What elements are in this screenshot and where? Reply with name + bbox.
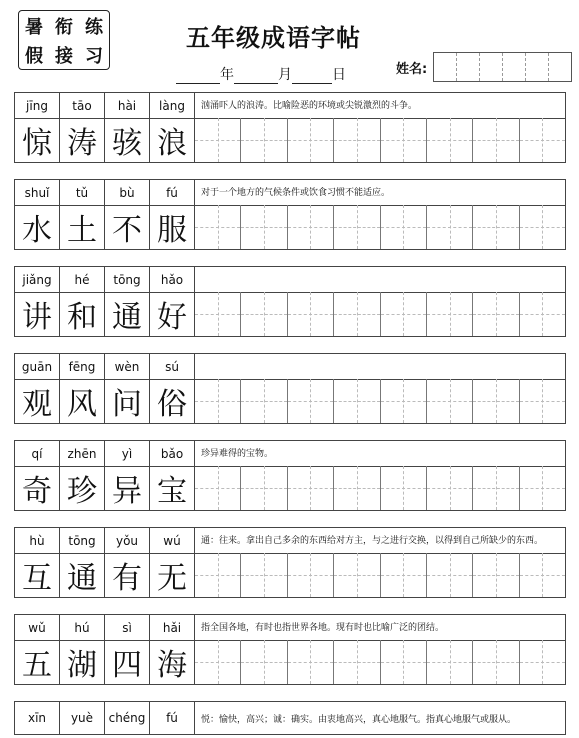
month-label: 月 — [278, 67, 292, 83]
idiom-block — [14, 440, 566, 511]
idiom-character: 和 — [60, 292, 105, 336]
pinyin-cell: jīng — [15, 93, 60, 118]
summer-practice-stamp — [18, 10, 110, 70]
page-title: 五年级成语字帖 — [186, 23, 361, 52]
practice-cell[interactable] — [427, 292, 473, 336]
practice-cell[interactable] — [241, 205, 287, 249]
practice-cell[interactable] — [241, 118, 287, 162]
pinyin-cell: xīn — [15, 702, 60, 734]
idiom-character: 好 — [150, 292, 195, 336]
pinyin-cell: hǎi — [150, 615, 195, 640]
pinyin-cell: tōng — [60, 528, 105, 553]
idiom-block — [14, 92, 566, 163]
practice-cell[interactable] — [241, 640, 287, 684]
practice-cell[interactable] — [334, 466, 380, 510]
name-boxes[interactable] — [433, 52, 572, 82]
practice-cell[interactable] — [288, 379, 334, 423]
practice-cell[interactable] — [334, 640, 380, 684]
pinyin-cell: guān — [15, 354, 60, 379]
stamp-char: 衔 — [55, 16, 73, 38]
idiom-definition: 悦：愉快，高兴；诚：确实。由衷地高兴，真心地服气。指真心地服气或服从。 — [201, 715, 517, 725]
idiom-character: 浪 — [150, 118, 195, 162]
pinyin-cell: jiǎng — [15, 267, 60, 292]
practice-cell[interactable] — [520, 292, 565, 336]
practice-grid — [195, 379, 565, 423]
practice-cell[interactable] — [381, 118, 427, 162]
practice-cell[interactable] — [427, 640, 473, 684]
idiom-character: 惊 — [15, 118, 60, 162]
practice-cell[interactable] — [195, 466, 241, 510]
day-blank[interactable] — [292, 69, 332, 84]
pinyin-cell: yì — [105, 441, 150, 466]
practice-grid — [195, 118, 565, 162]
idiom-character: 观 — [15, 379, 60, 423]
pinyin-cell: shuǐ — [15, 180, 60, 205]
idiom-definition: 对于一个地方的气候条件或饮食习惯不能适应。 — [201, 187, 391, 198]
pinyin-row — [15, 93, 565, 119]
pinyin-cell: bù — [105, 180, 150, 205]
idiom-character: 问 — [105, 379, 150, 423]
idiom-character: 骇 — [105, 118, 150, 162]
character-row — [15, 118, 565, 162]
practice-cell[interactable] — [381, 553, 427, 597]
idiom-character: 无 — [150, 553, 195, 597]
idiom-block — [14, 527, 566, 598]
idiom-definition: 通：往来。拿出自己多余的东西给对方主，与之进行交换，以得到自己所缺少的东西。 — [201, 535, 544, 546]
practice-cell[interactable] — [473, 292, 519, 336]
practice-cell[interactable] — [473, 205, 519, 249]
practice-cell[interactable] — [473, 553, 519, 597]
pinyin-row — [15, 180, 565, 206]
practice-cell[interactable] — [473, 466, 519, 510]
practice-cell[interactable] — [381, 466, 427, 510]
practice-cell[interactable] — [427, 205, 473, 249]
pinyin-row — [15, 528, 565, 554]
pinyin-cell: tǔ — [60, 180, 105, 205]
pinyin-cell: tāo — [60, 93, 105, 118]
idiom-definition: 汹涌吓人的浪涛。比喻险恶的环境或尖锐激烈的斗争。 — [201, 100, 418, 111]
idiom-character: 宝 — [150, 466, 195, 510]
idiom-character: 珍 — [60, 466, 105, 510]
practice-cell[interactable] — [241, 379, 287, 423]
pinyin-cell: fú — [150, 702, 195, 734]
idiom-character: 土 — [60, 205, 105, 249]
character-row — [15, 292, 565, 336]
practice-cell[interactable] — [381, 640, 427, 684]
practice-cell[interactable] — [241, 466, 287, 510]
idiom-character: 五 — [15, 640, 60, 684]
idiom-definition: 珍异难得的宝物。 — [201, 448, 274, 459]
pinyin-cell: hài — [105, 93, 150, 118]
practice-cell[interactable] — [520, 379, 565, 423]
character-row — [15, 640, 565, 684]
idiom-character: 讲 — [15, 292, 60, 336]
practice-cell[interactable] — [288, 466, 334, 510]
pinyin-cell: sú — [150, 354, 195, 379]
practice-cell[interactable] — [288, 292, 334, 336]
practice-cell[interactable] — [195, 118, 241, 162]
practice-cell[interactable] — [427, 466, 473, 510]
practice-cell[interactable] — [520, 553, 565, 597]
practice-cell[interactable] — [334, 553, 380, 597]
idiom-block — [14, 614, 566, 685]
stamp-char: 习 — [85, 45, 103, 67]
stamp-char: 练 — [85, 16, 103, 38]
practice-cell[interactable] — [195, 640, 241, 684]
idiom-block — [14, 353, 566, 424]
practice-cell[interactable] — [473, 118, 519, 162]
practice-cell[interactable] — [288, 640, 334, 684]
pinyin-cell: hù — [15, 528, 60, 553]
pinyin-cell: làng — [150, 93, 195, 118]
character-row — [15, 205, 565, 249]
practice-cell[interactable] — [334, 205, 380, 249]
pinyin-cell: hǎo — [150, 267, 195, 292]
pinyin-row — [15, 354, 565, 380]
idiom-character: 四 — [105, 640, 150, 684]
practice-cell[interactable] — [195, 205, 241, 249]
practice-cell[interactable] — [381, 205, 427, 249]
practice-cell[interactable] — [520, 118, 565, 162]
pinyin-cell: chéng — [105, 702, 150, 734]
idiom-character: 异 — [105, 466, 150, 510]
idiom-character: 水 — [15, 205, 60, 249]
pinyin-cell: wèn — [105, 354, 150, 379]
practice-cell[interactable] — [520, 205, 565, 249]
idiom-block — [14, 701, 566, 735]
practice-cell[interactable] — [241, 553, 287, 597]
idiom-definition — [195, 354, 565, 379]
practice-cell[interactable] — [195, 379, 241, 423]
practice-cell[interactable] — [288, 553, 334, 597]
name-field — [396, 52, 572, 82]
practice-cell[interactable] — [195, 292, 241, 336]
practice-grid — [195, 205, 565, 249]
idiom-definition: 指全国各地，有时也指世界各地。现有时也比喻广泛的团结。 — [201, 622, 445, 633]
stamp-char: 接 — [55, 45, 73, 67]
practice-cell[interactable] — [288, 118, 334, 162]
pinyin-cell: hú — [60, 615, 105, 640]
idiom-character: 俗 — [150, 379, 195, 423]
pinyin-cell: yuè — [60, 702, 105, 734]
pinyin-row — [15, 267, 565, 293]
idiom-character: 涛 — [60, 118, 105, 162]
month-blank[interactable] — [234, 69, 278, 84]
idiom-character: 不 — [105, 205, 150, 249]
pinyin-cell: fú — [150, 180, 195, 205]
practice-cell[interactable] — [334, 292, 380, 336]
character-row — [15, 553, 565, 597]
practice-cell[interactable] — [195, 553, 241, 597]
practice-grid — [195, 640, 565, 684]
idiom-character: 通 — [105, 292, 150, 336]
practice-cell[interactable] — [473, 379, 519, 423]
practice-cell[interactable] — [381, 292, 427, 336]
practice-cell[interactable] — [427, 379, 473, 423]
idiom-character: 有 — [105, 553, 150, 597]
year-blank[interactable] — [176, 69, 220, 84]
stamp-char: 假 — [25, 45, 43, 67]
practice-cell[interactable] — [288, 205, 334, 249]
pinyin-row — [15, 441, 565, 467]
pinyin-row — [15, 702, 565, 734]
pinyin-cell: wǔ — [15, 615, 60, 640]
pinyin-cell: wú — [150, 528, 195, 553]
idiom-character: 风 — [60, 379, 105, 423]
practice-cell[interactable] — [334, 118, 380, 162]
pinyin-cell: hé — [60, 267, 105, 292]
pinyin-cell: qí — [15, 441, 60, 466]
practice-cell[interactable] — [241, 292, 287, 336]
idiom-character: 通 — [60, 553, 105, 597]
pinyin-cell: sì — [105, 615, 150, 640]
practice-cell[interactable] — [520, 640, 565, 684]
practice-cell[interactable] — [427, 118, 473, 162]
pinyin-cell: yǒu — [105, 528, 150, 553]
character-row — [15, 379, 565, 423]
practice-cell[interactable] — [473, 640, 519, 684]
stamp-char: 暑 — [25, 16, 43, 38]
pinyin-cell: tōng — [105, 267, 150, 292]
pinyin-cell: zhēn — [60, 441, 105, 466]
idiom-character: 奇 — [15, 466, 60, 510]
practice-cell[interactable] — [427, 553, 473, 597]
idiom-character: 互 — [15, 553, 60, 597]
pinyin-cell: bǎo — [150, 441, 195, 466]
idiom-block — [14, 179, 566, 250]
practice-cell[interactable] — [334, 379, 380, 423]
practice-cell[interactable] — [381, 379, 427, 423]
practice-grid — [195, 553, 565, 597]
practice-grid — [195, 292, 565, 336]
pinyin-row — [15, 615, 565, 641]
idiom-character: 海 — [150, 640, 195, 684]
idiom-block — [14, 266, 566, 337]
idiom-definition — [195, 267, 565, 292]
idiom-character: 湖 — [60, 640, 105, 684]
idiom-character: 服 — [150, 205, 195, 249]
character-row — [15, 466, 565, 510]
practice-cell[interactable] — [520, 466, 565, 510]
name-label: 姓名: — [396, 61, 428, 77]
pinyin-cell: fēng — [60, 354, 105, 379]
date-line — [176, 64, 346, 84]
day-label: 日 — [332, 67, 346, 83]
year-label: 年 — [220, 67, 234, 83]
practice-grid — [195, 466, 565, 510]
